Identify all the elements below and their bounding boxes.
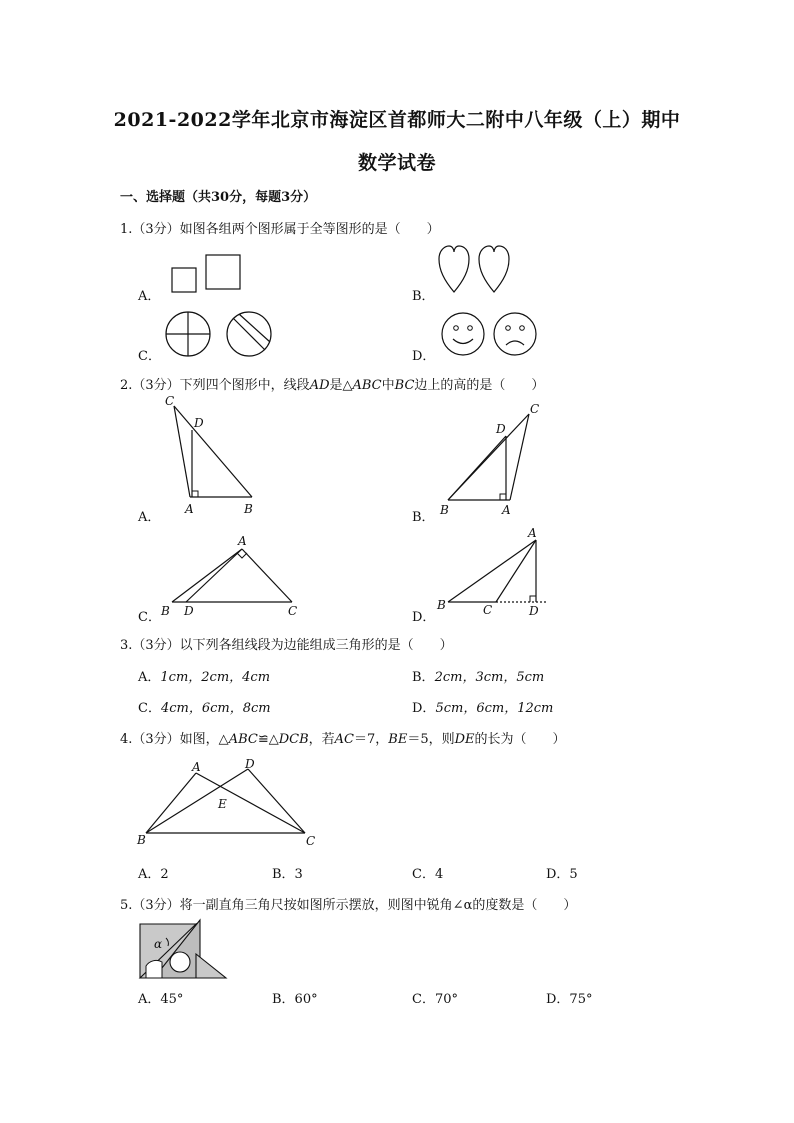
exam-title-line1: 2021-2022学年北京市海淀区首都师大二附中八年级（上）期中 (113, 109, 681, 131)
q2a-label-d: D (194, 416, 204, 430)
q4-congruent-triangles-figure (134, 754, 324, 850)
q2c-label-c: C (288, 604, 298, 618)
q2c-label-d: D (184, 604, 194, 618)
q1a-squares-figure (168, 250, 248, 300)
q2a-label-a: A (185, 502, 194, 516)
section-heading: 一、选择题（共30分，每题3分） (120, 190, 317, 205)
q2d-label-c: C (483, 603, 493, 617)
q1c-circles-figure (162, 308, 277, 360)
question-1-stem: 1.（3分）如图各组两个图形属于全等图形的是（ ） (120, 222, 440, 237)
q5-option-b: B．60° (272, 992, 318, 1007)
q4-option-a: A．2 (138, 867, 169, 882)
q2-option-b-label: B． (412, 510, 435, 525)
q1-option-b-label: B． (412, 289, 435, 304)
question-2-stem: 2.（3分）下列四个图形中，线段AD是△ABC中BC边上的高的是（ ） (120, 378, 545, 393)
q2c-label-b: B (161, 604, 170, 618)
q2a-triangle-figure (160, 392, 270, 518)
q4-label-e: E (218, 797, 227, 811)
question-5-stem: 5.（3分）将一副直角三角尺按如图所示摆放，则图中锐角∠α的度数是（ ） (120, 898, 577, 913)
q5-option-d: D．75° (546, 992, 593, 1007)
q3-option-d: D．5cm，6cm，12cm (412, 701, 554, 716)
q2-option-c-label: C． (138, 610, 161, 625)
q4-option-b: B．3 (272, 867, 303, 882)
exam-title-line2: 数学试卷 (357, 152, 436, 174)
question-4-stem: 4.（3分）如图，△ABC≌△DCB，若AC＝7，BE＝5，则DE的长为（ ） (120, 732, 566, 747)
q2-option-a-label: A． (138, 510, 161, 525)
q2c-triangle-figure (158, 532, 308, 618)
q2b-label-d: D (496, 422, 506, 436)
q4-label-c: C (306, 834, 316, 848)
q4-label-a: A (192, 760, 201, 774)
q1-option-c-label: C． (138, 349, 161, 364)
q2d-triangle-figure (434, 524, 552, 618)
question-3-stem: 3.（3分）以下列各组线段为边能组成三角形的是（ ） (120, 638, 453, 653)
q5-option-a: A．45° (138, 992, 184, 1007)
q4-label-b: B (137, 833, 146, 847)
q4-label-d: D (245, 757, 255, 771)
q2b-label-b: B (440, 503, 449, 517)
q1-option-a-label: A． (138, 289, 161, 304)
q4-option-d: D．5 (546, 867, 578, 882)
q2b-triangle-figure (436, 396, 551, 518)
q2d-label-b: B (437, 598, 446, 612)
q5-set-squares-figure (136, 918, 232, 982)
q5-alpha-label: α (154, 937, 163, 951)
q3-option-a: A．1cm，2cm，4cm (138, 670, 271, 685)
q3-option-c: C．4cm，6cm，8cm (138, 701, 271, 716)
q1d-faces-figure (438, 308, 543, 360)
q2b-label-a: A (502, 503, 511, 517)
q2d-label-a: A (528, 526, 537, 540)
q5-option-c: C．70° (412, 992, 458, 1007)
q2a-label-c: C (165, 394, 175, 408)
q1b-hearts-figure (436, 244, 516, 298)
q2d-label-d: D (529, 604, 539, 618)
q2c-label-a: A (238, 534, 247, 548)
q4-option-c: C．4 (412, 867, 444, 882)
q3-option-b: B．2cm，3cm，5cm (412, 670, 545, 685)
q2a-label-b: B (244, 502, 253, 516)
q2-option-d-label: D． (412, 610, 436, 625)
q2b-label-c: C (530, 402, 540, 416)
q1-option-d-label: D． (412, 349, 436, 364)
